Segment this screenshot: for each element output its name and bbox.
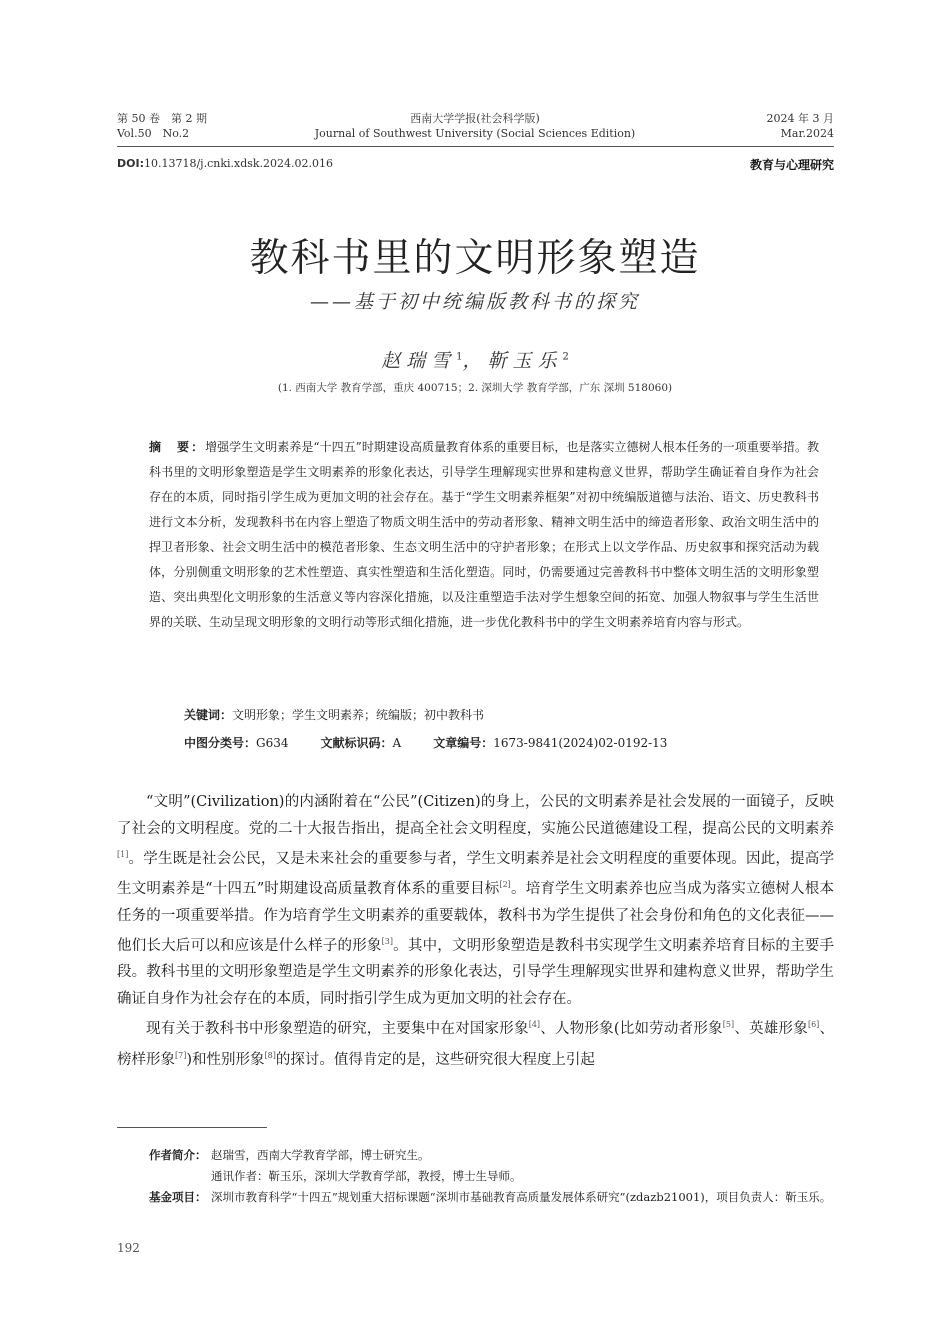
paragraph-2 — [117, 1012, 834, 1073]
doc-code-value: A — [392, 736, 402, 750]
funding-label: 基金项目： — [149, 1190, 207, 1204]
keywords — [184, 706, 484, 723]
text-run: “文明”(Civilization)的内涵附着在“公民”(Citizen)的身上，公民的文明素养是社会发展的一面镜子，反映了社会的文明程度。党的二十大报告指出，提高全社会文明程度，实施公民道德建设工程，提高公民的文明素养 — [117, 794, 834, 837]
abstract-label: 摘 要： — [149, 440, 206, 454]
text-run: 现有关于教科书中形象塑造的研究，主要集中在对国家形象 — [146, 1021, 529, 1038]
citation-1[interactable]: [1] — [117, 850, 129, 859]
author-1-affil: 1 — [456, 351, 463, 363]
article-subtitle: ——基于初中统编版教科书的探究 — [309, 291, 640, 313]
text-run: 。学生既是社会公民，又是未来社会的重要参与者，学生文明素养是社会文明程度的重要体现。因此，提高学生文明素养是“十四五”时期建设高质量教育体系的重要目标 — [117, 850, 834, 898]
volume-issue-en: Vol.50 No.2 — [117, 127, 190, 140]
funding — [149, 1187, 839, 1208]
affiliations: (1. 西南大学 教育学部，重庆 400715；2. 深圳大学 教育学部，广东 深圳 518060) — [277, 382, 673, 394]
citation-4[interactable]: [4] — [528, 1020, 541, 1030]
author-2: 靳玉乐 — [487, 350, 563, 372]
page-number: 192 — [117, 1241, 140, 1255]
doi-value[interactable]: 10.13718/j.cnki.xdsk.2024.02.016 — [143, 157, 334, 170]
corresponding-author-text: 通讯作者：靳玉乐，深圳大学教育学部，教授，博士生导师。 — [211, 1169, 522, 1183]
abstract — [149, 435, 819, 635]
author-line — [0, 346, 950, 373]
citation-6[interactable]: [6] — [807, 1020, 820, 1030]
volume-issue-cn: 第 50 卷 第 2 期 — [117, 112, 207, 125]
article-title: 教科书里的文明形象塑造 — [249, 236, 701, 281]
doi-line — [117, 157, 333, 170]
citation-2[interactable]: [2] — [499, 880, 511, 890]
author-1: 赵瑞雪 — [381, 350, 457, 372]
text-run: 的探讨。值得肯定的是，这些研究很大程度上引起 — [275, 1051, 595, 1068]
doi-label: DOI: — [117, 157, 144, 170]
journal-name-cn: 西南大学学报(社会科学版) — [410, 112, 540, 125]
author-bio-text: 赵瑞雪，西南大学教育学部，博士研究生。 — [211, 1148, 430, 1162]
text-run: 。其中，文明形象塑造是教科书实现学生文明素养培育目标的主要手段。教科书里的文明形象塑造是学生文明素养的形象化表达，引导学生理解现实世界和建构意义世界，帮助学生确证自身作为社会存在的本质，同时指引学生成为更加文明的社会存在。 — [117, 937, 835, 1007]
running-header-right — [767, 111, 834, 141]
funding-text: 深圳市教育科学“十四五”规划重大招标课题“深圳市基础教育高质量发展体系研究”(zdazb21001)，项目负责人：靳玉乐。 — [211, 1190, 832, 1204]
journal-name-en: Journal of Southwest University (Social Sciences Edition) — [314, 127, 636, 140]
issue-date-cn: 2024 年 3 月 — [766, 112, 834, 125]
author-2-affil: 2 — [562, 351, 569, 363]
author-bio-label: 作者简介： — [149, 1148, 207, 1162]
footnote-divider — [117, 1127, 267, 1128]
clc-label: 中图分类号： — [184, 736, 257, 750]
keywords-label: 关键词： — [184, 708, 233, 722]
issue-date-en: Mar.2024 — [780, 127, 834, 140]
article-number-value: 1673-9841(2024)02-0192-13 — [493, 736, 668, 750]
text-run: 、人物形象(比如劳动者形象 — [540, 1021, 723, 1038]
citation-5[interactable]: [5] — [722, 1020, 735, 1030]
author-separator: ， — [462, 350, 488, 372]
section-name: 教育与心理研究 — [749, 158, 834, 172]
footnotes — [149, 1145, 839, 1208]
corresponding-author — [149, 1166, 839, 1187]
text-run: 、英雄形象 — [734, 1021, 808, 1038]
citation-7[interactable]: [7] — [175, 1050, 187, 1060]
author-bio — [149, 1145, 839, 1166]
keywords-text: 文明形象；学生文明素养；统编版；初中教科书 — [232, 708, 485, 722]
text-run: )和性别形象 — [186, 1051, 265, 1068]
abstract-text: 增强学生文明素养是“十四五”时期建设高质量教育体系的重要目标，也是落实立德树人根本任务的一项重要举措。教科书里的文明形象塑造是学生文明素养的形象化表达，引导学生理解现实世界和建构意义世界，帮助学生确证着自身作为社会存在的本质，同时指引学生成为更加文明的社会存在。基于“学生文明素养框架”对初中统编版道德与法治、语文、历史教科书进行文本分析，发现教科书在内容上塑造了物质文明生活中的劳动者形象、精神文明生活中的缔造者形象、政治文明生活中的捍卫者形象、社会文明生活中的模范者形象、生态文明生活中的守护者形象；在形式上以文学作品、历史叙事和探究活动为载体，分别侧重文明形象的艺术性塑造、真实性塑造和生活化塑造。同时，仍需要通过完善教科书中整体文明生活的文明形象塑造、突出典型化文明形象的生活意义等内容深化措施，以及注重塑造手法对学生想象空间的拓宽、加强人物叙事与学生生活世界的关联、生动呈现文明形象的文明行动等形式细化措施，进一步优化教科书中的学生文明素养培育内容与形式。 — [149, 440, 819, 629]
doc-code-label: 文献标识码： — [320, 736, 393, 750]
text-run: 。培育学生文明素养也应当成为落实立德树人根本任务的一项重要举措。作为培育学生文明素养的重要载体，教科书为学生提供了社会身份和角色的文化表征——他们长大后可以和应该是什么样子的形象 — [117, 881, 834, 954]
text-run: 、榜样形象 — [117, 1021, 835, 1068]
article-number-label: 文章编号： — [433, 736, 494, 750]
citation-3[interactable]: [3] — [381, 937, 393, 947]
body-text — [117, 789, 834, 1073]
classification-line — [184, 734, 667, 751]
paragraph-1 — [117, 789, 834, 1012]
citation-8[interactable]: [8] — [264, 1050, 276, 1060]
header-divider — [117, 146, 834, 147]
clc-value: G634 — [256, 736, 289, 750]
